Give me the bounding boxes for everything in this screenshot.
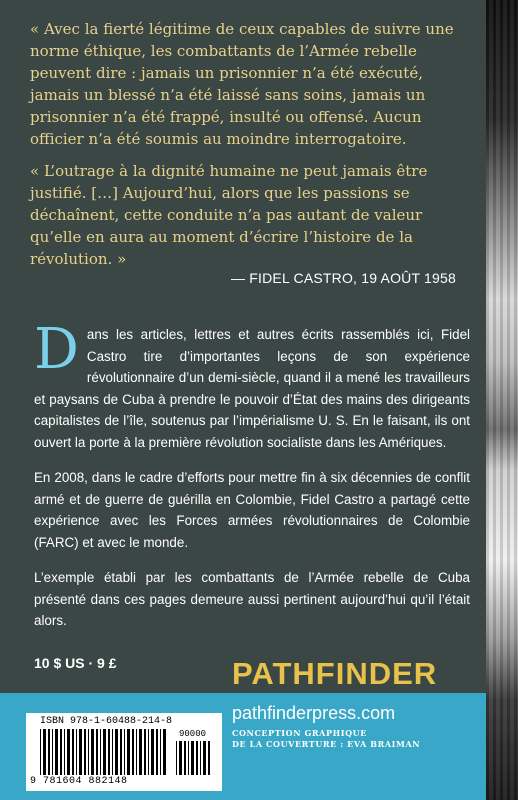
barcode-digits: 9 781604 882148 bbox=[30, 776, 128, 787]
description-paragraph-1 bbox=[34, 317, 470, 453]
description-paragraph-2: En 2008, dans le cadre d’efforts pour mettre fin à six décennies de conflit armé et de guerre de guérilla en Colombie, Fidel Castro a partagé cette expérience avec les Forces armées révolutionnaires de Colombie (FARC) et avec le monde. bbox=[34, 470, 470, 550]
description-paragraph-3: L’exemple établi par les combattants de l’Armée rebelle de Cuba présenté dans ces pages demeure aussi pertinent aujourd’hui qu’il l’était alors. bbox=[34, 570, 470, 628]
publisher-logo: PATHFINDER bbox=[232, 656, 438, 691]
barcode-panel bbox=[26, 713, 222, 791]
quote-paragraph-2: « L’outrage à la dignité humaine ne peut jamais être justifié. […] Aujourd’hui, alors que les passions se déchaînent, cette conduite n’a pas autant de valeur qu’elle en aura au moment d’écrire l’histoire de la révolution. » bbox=[30, 162, 428, 268]
description-paragraph-1-text: ans les articles, lettres et autres écrits rassemblés ici, Fidel Castro tire d’importantes leçons de son expérience révolutionnaire d’un demi-siècle, quand il a mené les travailleurs et paysans de Cuba à prendre le pouvoir d’État des mains des dirigeants capitalistes de l’île, soutenus par l’impérialisme U. S. En le faisant, ils ont ouvert la porte à la première révolution socialiste dans les Amériques. bbox=[34, 327, 470, 450]
publisher-website: pathfinderpress.com bbox=[232, 703, 396, 723]
description-block bbox=[34, 317, 470, 646]
price-label: 10 $ US · 9 £ bbox=[34, 655, 117, 671]
design-credit-line-2: DE LA COUVERTURE : EVA BRAIMAN bbox=[232, 739, 421, 749]
barcode-addon-icon bbox=[176, 741, 214, 775]
barcode-addon-text: 90000 bbox=[179, 729, 207, 739]
barcode-main-icon bbox=[40, 729, 168, 775]
quote-paragraph-1: « Avec la fierté légitime de ceux capables de suivre une norme éthique, les combattants de l’Armée rebelle peuvent dire : jamais un prisonnier n’a été exécuté, jamais un blessé n’a été laissé sans soins, jamais un prisonnier n’a été frappé, insulté ou offensé. Aucun officier n’a été soumis au moindre interrogatoire. bbox=[30, 20, 454, 148]
cover-photo-edge bbox=[486, 0, 518, 800]
design-credit-line-1: CONCEPTION GRAPHIQUE bbox=[232, 728, 367, 738]
design-credit bbox=[232, 728, 462, 750]
drop-cap: D bbox=[34, 317, 79, 382]
quote-attribution: — FIDEL CASTRO, 19 AOÛT 1958 bbox=[230, 270, 456, 286]
isbn-text: ISBN 978-1-60488-214-8 bbox=[40, 716, 173, 727]
quote-block bbox=[30, 18, 470, 280]
